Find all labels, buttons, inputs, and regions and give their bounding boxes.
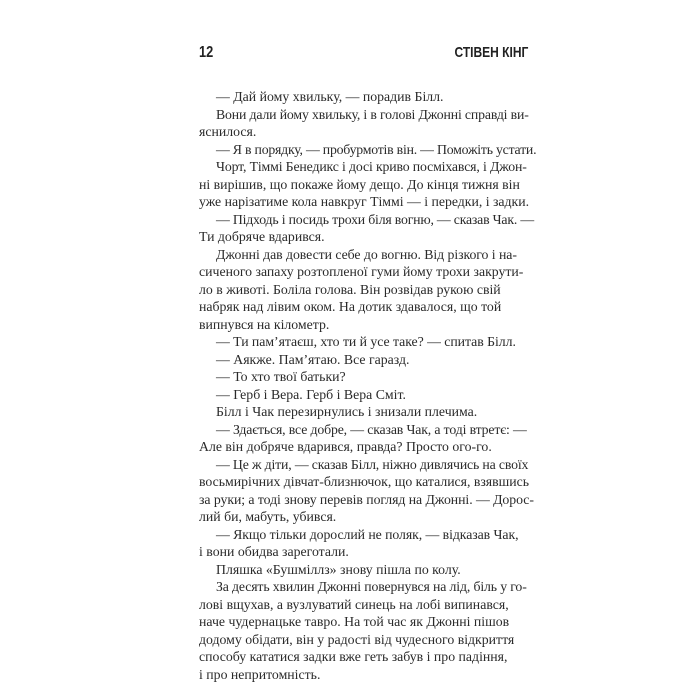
text-line: — Ти пам’ятаєш, хто ти й усе таке? — спитав Білл. (216, 334, 516, 349)
paragraph (199, 333, 528, 351)
text-line: — Здається, все добре, — сказав Чак, а тоді втретє: — (216, 421, 527, 437)
paragraph (199, 421, 528, 456)
paragraph (199, 106, 528, 141)
text-line: випнувся на кілометр. (199, 316, 330, 332)
text-line: наче чудернацьке тавро. На той час як Джонні пішов (199, 614, 510, 629)
paragraph (199, 386, 528, 404)
text-line: сиченого запаху розтопленої гуми йому трохи закрути- (199, 264, 524, 279)
paragraph (199, 561, 528, 579)
text-line: і вони обидва зареготали. (199, 544, 349, 559)
page-header (199, 44, 528, 66)
text-line: За десять хвилин Джонні повернувся на лід, біль у го- (216, 579, 527, 594)
text-line: Але він добряче вдарився, правда? Просто ого-го. (199, 439, 492, 454)
text-line: — Дай йому хвильку, — порадив Білл. (216, 89, 444, 104)
running-head-author: СТІВЕН КІНГ (454, 44, 528, 61)
text-line: Вони дали йому хвильку, і в голові Джонні справді ви- (216, 106, 529, 122)
text-line: Пляшка «Бушміллз» знову пішла по колу. (216, 561, 461, 577)
text-line: лові вщухав, а вузлуватий синець на лобі випинався, (199, 596, 509, 612)
text-line: за руки; а тоді знову перевів погляд на Джонні. — Дорос- (199, 491, 534, 507)
page-number: 12 (199, 44, 214, 61)
text-line: — Якщо тільки дорослий не поляк, — відказав Чак, (216, 526, 519, 542)
text-line: Чорт, Тіммі Бенедикс і досі криво посміхався, і Джон- (216, 159, 527, 174)
text-line: Білл і Чак перезирнулись і знизали плечима. (216, 404, 478, 419)
paragraph (199, 211, 534, 246)
text-line: яснилося. (199, 124, 257, 139)
text-line: — Аякже. Пам’ятаю. Все гаразд. (216, 351, 410, 367)
text-line: і про непритомність. (199, 666, 321, 682)
text-line: Джонні дав довести себе до вогню. Від різкого і на- (216, 246, 517, 262)
text-line: уже нарізатиме кола навкруг Тіммі — і передки, і задки. (199, 194, 530, 209)
text-line: Ти добряче вдарився. (199, 229, 325, 244)
text-line: способу кататися задки вже геть забув і про падіння, (199, 649, 508, 664)
text-line: — Герб і Вера. Герб і Вера Сміт. (216, 386, 406, 402)
body-text (199, 88, 537, 683)
text-line: ло в животі. Боліла голова. Він розвідав рукою свій (199, 281, 501, 297)
paragraph (199, 368, 528, 386)
paragraph (199, 246, 528, 334)
text-line: — Підходь і посидь трохи біля вогню, — сказав Чак. — (216, 211, 534, 227)
text-line: — Це ж діти, — сказав Білл, ніжно дивлячись на своїх (216, 456, 529, 472)
text-line: — То хто твої батьки? (216, 369, 346, 384)
paragraph (199, 141, 537, 159)
paragraph (199, 158, 528, 211)
text-line: додому обідати, він у радості від чудесного відкриття (199, 631, 515, 647)
text-line: ні вирішив, що покаже йому дещо. До кінця тижня він (199, 176, 520, 192)
paragraph (199, 526, 528, 561)
paragraph (199, 351, 528, 369)
paragraph (199, 456, 534, 526)
text-line: — Я в порядку, — пробурмотів він. — Поможіть устати. (216, 141, 537, 157)
paragraph (199, 578, 528, 683)
paragraph (199, 88, 528, 106)
paragraph (199, 403, 528, 421)
text-line: восьмирічних дівчат-близнючок, що каталися, взявшись (199, 474, 530, 489)
text-line: лий би, мабуть, убився. (199, 509, 337, 524)
text-line: набряк над лівим оком. На дотик здавалося, що той (199, 299, 502, 314)
